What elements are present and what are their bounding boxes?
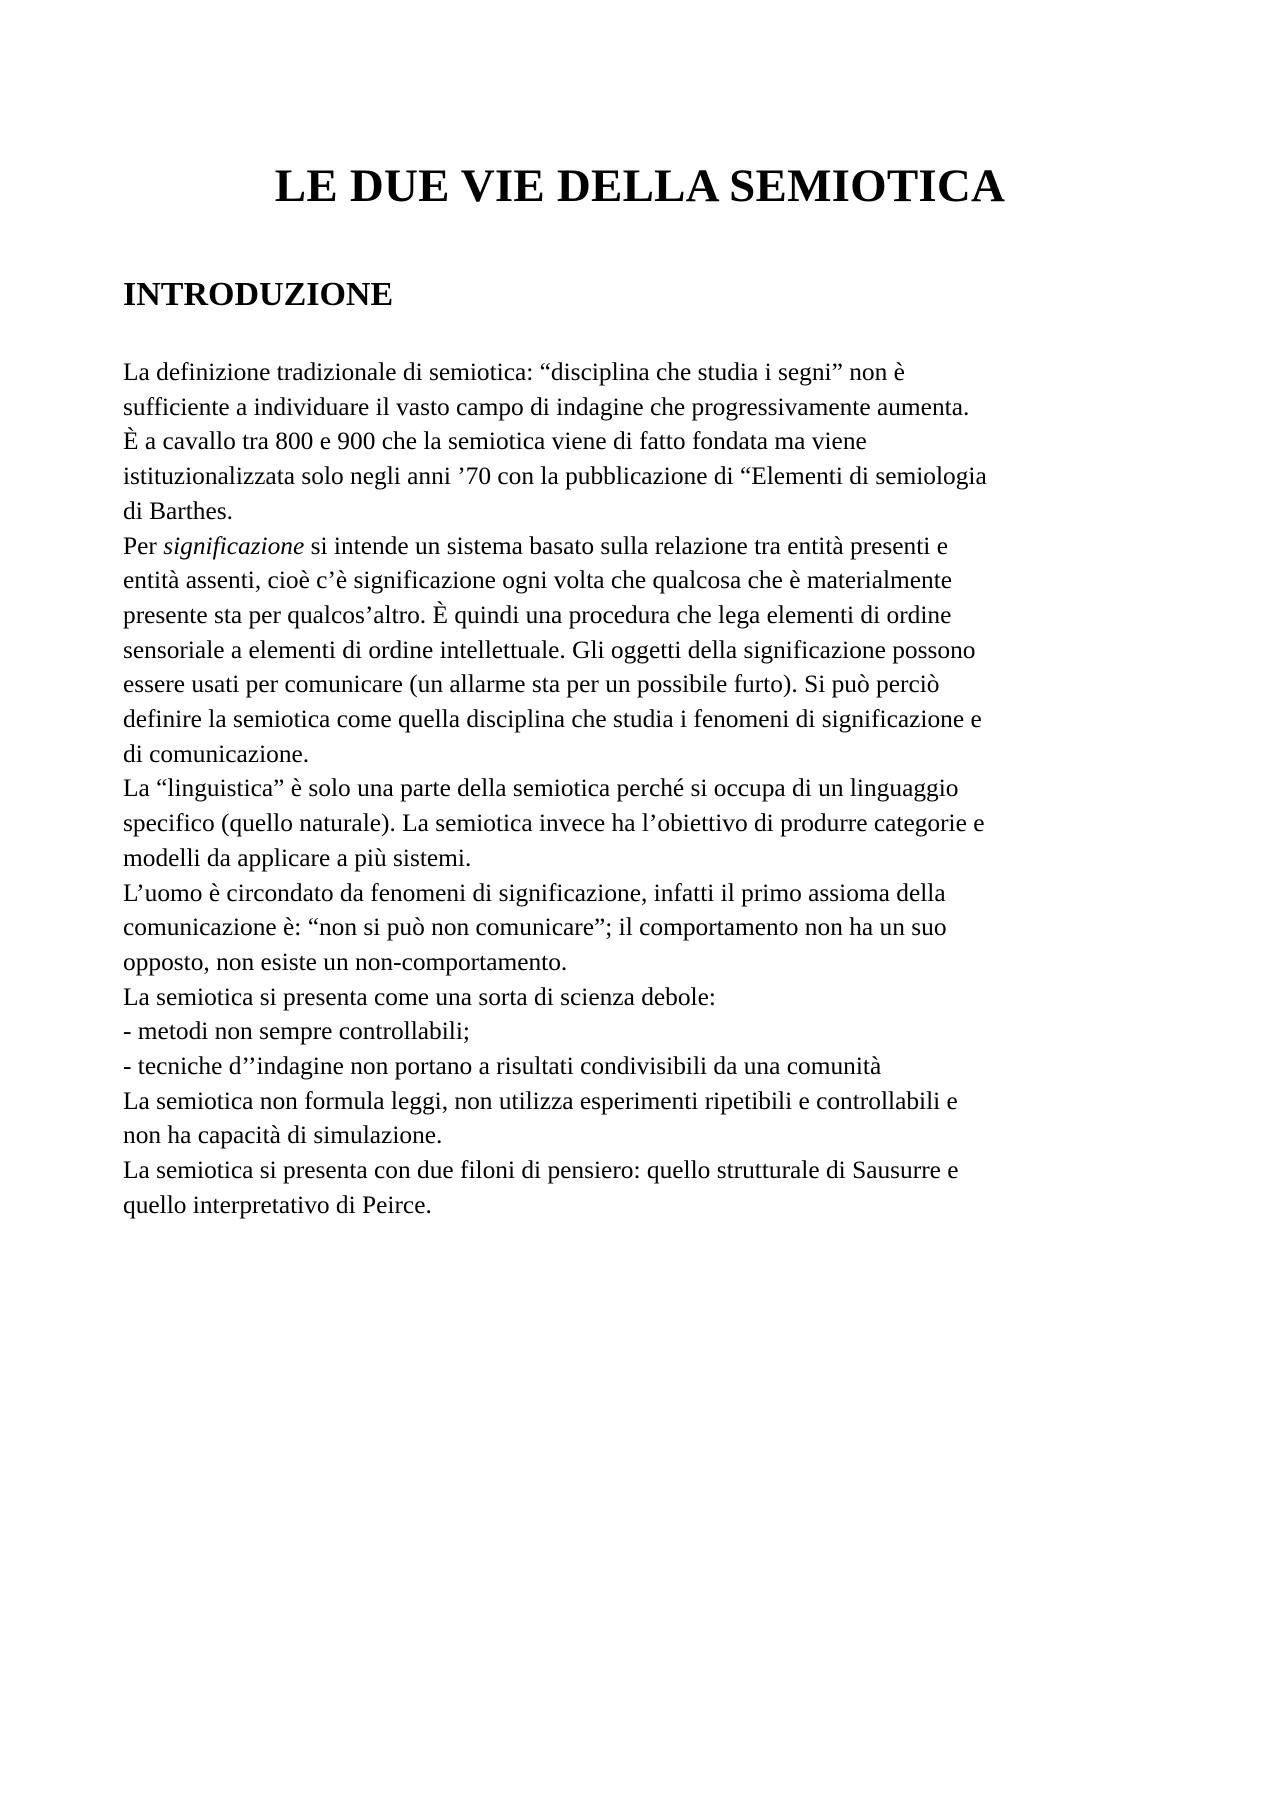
text-line: La “linguistica” è solo una parte della semiotica perché si occupa di un linguaggio xyxy=(123,774,959,803)
text-line: La semiotica non formula leggi, non utilizza esperimenti ripetibili e controllabili e xyxy=(123,1086,958,1115)
text-line: specifico (quello naturale). La semiotica invece ha l’obiettivo di produrre categorie e xyxy=(123,809,985,838)
text-run: Per xyxy=(123,531,164,560)
body-text xyxy=(123,355,1163,1223)
text-line: La semiotica si presenta come una sorta di scienza debole: xyxy=(123,982,716,1011)
text-line: opposto, non esiste un non-comportamento. xyxy=(123,947,568,976)
text-line: di comunicazione. xyxy=(123,739,310,768)
text-line: La definizione tradizionale di semiotica: “disciplina che studia i segni” non è xyxy=(123,358,905,386)
text-run: si intende un sistema basato sulla relazione tra entità presenti e xyxy=(304,531,948,560)
text-line: modelli da applicare a più sistemi. xyxy=(123,843,472,872)
text-line: istituzionalizzata solo negli anni ’70 con la pubblicazione di “Elementi di semiologia xyxy=(123,462,987,491)
list-item: - tecniche d’’indagine non portano a risultati condivisibili da una comunità xyxy=(123,1052,882,1081)
text-line: La semiotica si presenta con due filoni di pensiero: quello strutturale di Sausurre e xyxy=(123,1156,959,1185)
text-line: quello interpretativo di Peirce. xyxy=(123,1190,432,1219)
text-line: non ha capacità di simulazione. xyxy=(123,1121,443,1150)
document-title: LE DUE VIE DELLA SEMIOTICA xyxy=(274,160,1006,212)
text-line: essere usati per comunicare (un allarme sta per un possibile furto). Si può perciò xyxy=(123,670,940,699)
text-line: sensoriale a elementi di ordine intellettuale. Gli oggetti della significazione possono xyxy=(123,635,976,664)
text-line: definire la semiotica come quella disciplina che studia i fenomeni di significazione e xyxy=(123,705,982,734)
text-line: sufficiente a individuare il vasto campo di indagine che progressivamente aumenta. xyxy=(123,392,970,421)
text-line: comunicazione è: “non si può non comunicare”; il comportamento non ha un suo xyxy=(123,913,947,942)
text-line xyxy=(123,529,1163,564)
text-line: È a cavallo tra 800 e 900 che la semiotica viene di fatto fondata ma viene xyxy=(123,427,867,456)
text-line: L’uomo è circondato da fenomeni di significazione, infatti il primo assioma della xyxy=(123,878,946,907)
italic-term: significazione xyxy=(163,531,305,560)
section-heading: INTRODUZIONE xyxy=(123,276,394,313)
text-line: entità assenti, cioè c’è significazione ogni volta che qualcosa che è materialmente xyxy=(123,566,953,595)
text-line: di Barthes. xyxy=(123,496,234,525)
list-item: - metodi non sempre controllabili; xyxy=(123,1017,470,1046)
text-line: presente sta per qualcos’altro. È quindi una procedura che lega elementi di ordine xyxy=(123,600,952,629)
